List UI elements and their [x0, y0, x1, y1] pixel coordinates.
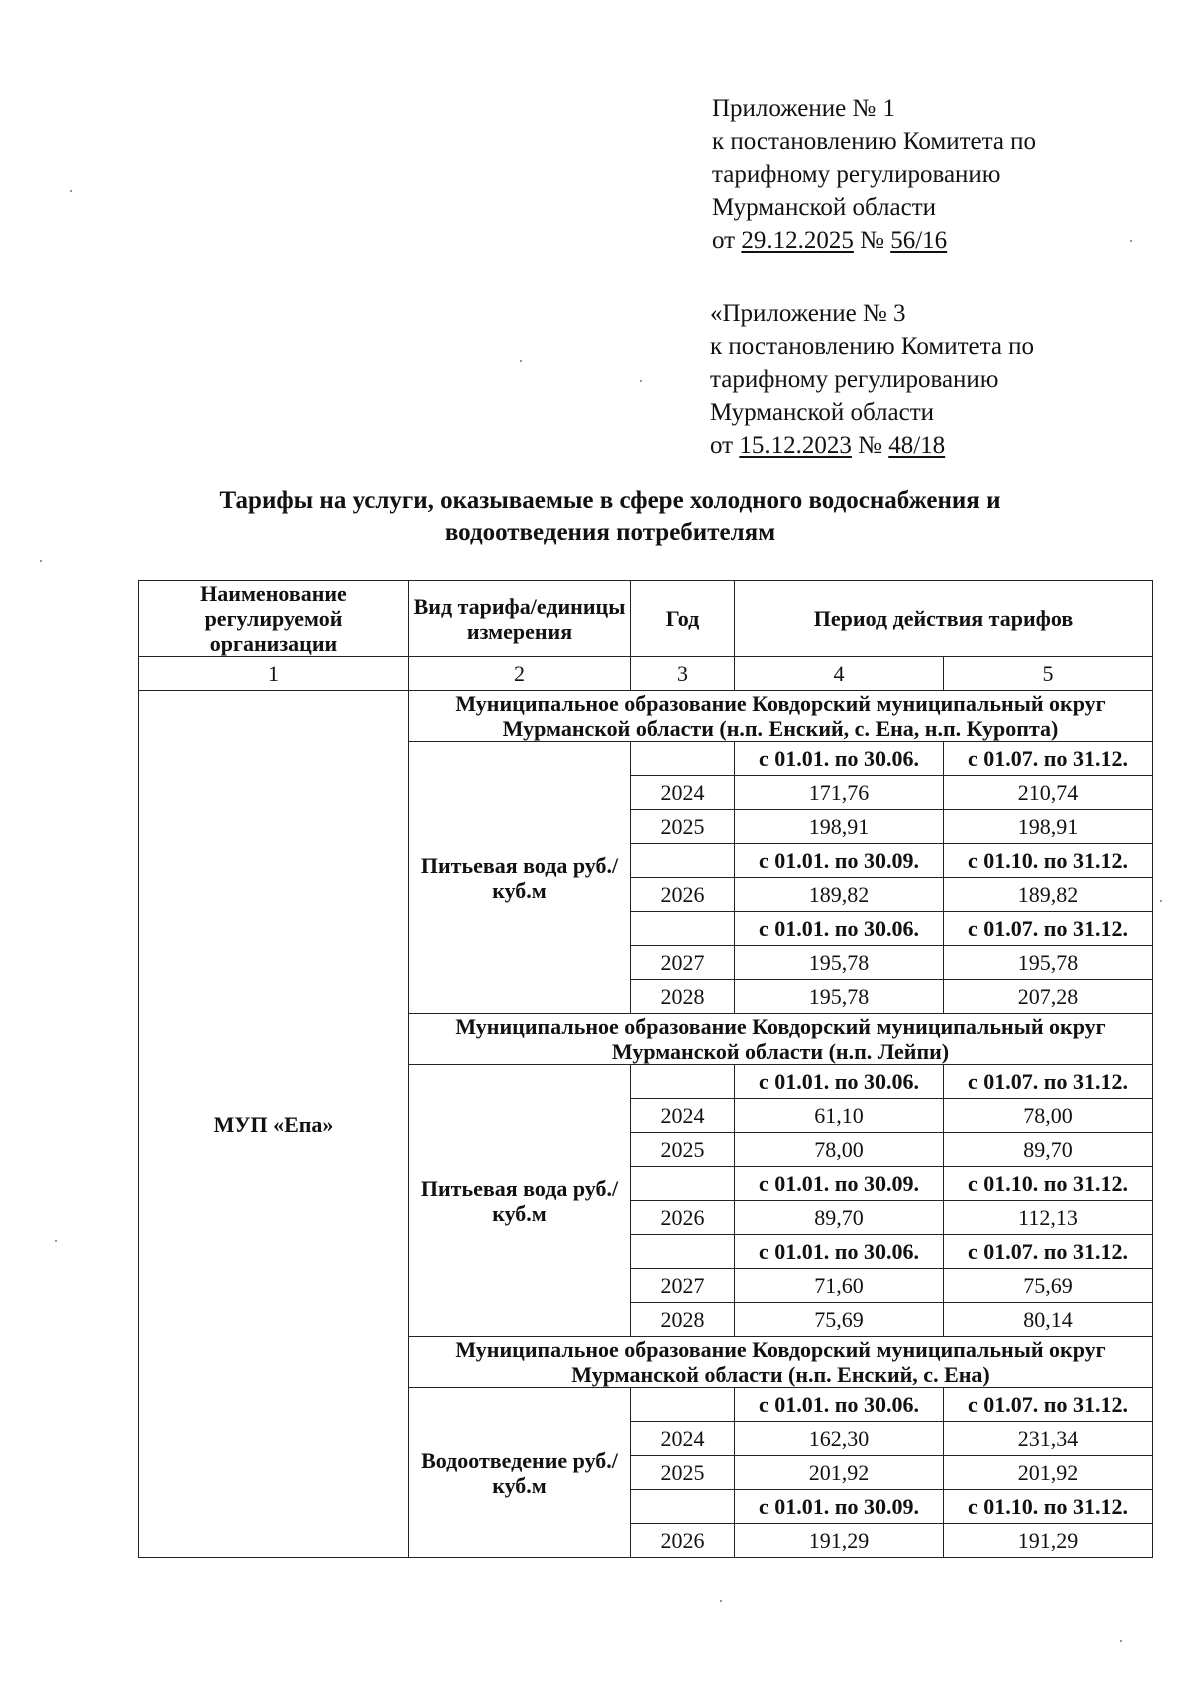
column-number: 2	[409, 657, 631, 691]
column-number: 1	[139, 657, 409, 691]
document-title: Тарифы на услуги, оказываемые в сфере холодного водоснабжения и водоотведения потребителям	[219, 487, 1001, 546]
date-prefix: от	[712, 227, 742, 254]
scan-speck	[1130, 240, 1132, 242]
period-cell: с 01.07. по 31.12.	[944, 742, 1153, 776]
annex-1-number: 56/16	[890, 227, 948, 254]
tariff-table	[138, 580, 1153, 1558]
year-cell: 2024	[631, 776, 735, 810]
annex-3-number: 48/18	[888, 432, 946, 459]
tariff-value: 89,70	[944, 1133, 1153, 1167]
tariff-value: 171,76	[735, 776, 944, 810]
annex-3-date: 15.12.2023	[739, 432, 852, 459]
period-cell: с 01.01. по 30.06.	[735, 1235, 944, 1269]
period-cell: с 01.01. по 30.09.	[735, 1490, 944, 1524]
annex-1-line: Мурманской области	[712, 194, 937, 221]
year-cell: 2025	[631, 1456, 735, 1490]
period-cell: с 01.01. по 30.06.	[735, 1388, 944, 1422]
tariff-value: 189,82	[944, 878, 1153, 912]
year-cell: 2028	[631, 1303, 735, 1337]
year-cell: 2025	[631, 1133, 735, 1167]
tariff-value: 191,29	[944, 1524, 1153, 1558]
period-cell: с 01.01. по 30.06.	[735, 742, 944, 776]
date-prefix: от	[710, 432, 740, 459]
tariff-value: 195,78	[735, 980, 944, 1014]
period-cell: с 01.07. по 31.12.	[944, 1065, 1153, 1099]
period-cell: с 01.07. по 31.12.	[944, 912, 1153, 946]
period-cell: с 01.01. по 30.09.	[735, 1167, 944, 1201]
number-sign: №	[851, 432, 889, 459]
tariff-value: 162,30	[735, 1422, 944, 1456]
period-cell: с 01.10. по 31.12.	[944, 1167, 1153, 1201]
tariff-value: 231,34	[944, 1422, 1153, 1456]
period-cell: с 01.01. по 30.06.	[735, 912, 944, 946]
tariff-value: 112,13	[944, 1201, 1153, 1235]
annex-3-line: тарифному регулированию	[710, 366, 999, 393]
scan-speck	[640, 380, 642, 382]
period-cell: с 01.10. по 31.12.	[944, 1490, 1153, 1524]
number-sign: №	[853, 227, 891, 254]
year-cell: 2026	[631, 1201, 735, 1235]
annex-3-line: Мурманской области	[710, 399, 935, 426]
tariff-value: 198,91	[735, 810, 944, 844]
scan-speck	[720, 1600, 722, 1602]
scan-speck	[520, 360, 522, 362]
tariff-value: 75,69	[944, 1269, 1153, 1303]
tariff-value: 195,78	[735, 946, 944, 980]
period-cell: с 01.10. по 31.12.	[944, 844, 1153, 878]
tariff-value: 201,92	[944, 1456, 1153, 1490]
service-type: Питьевая вода руб./куб.м	[409, 742, 631, 1014]
annex-1-date: 29.12.2025	[741, 227, 854, 254]
scan-speck	[70, 190, 72, 192]
scan-speck	[1160, 900, 1162, 902]
service-type: Питьевая вода руб./куб.м	[409, 1065, 631, 1337]
annex-3-line: к постановлению Комитета по	[710, 333, 1035, 360]
period-cell: с 01.07. по 31.12.	[944, 1388, 1153, 1422]
tariff-value: 198,91	[944, 810, 1153, 844]
period-cell: с 01.01. по 30.09.	[735, 844, 944, 878]
header-row	[139, 581, 1153, 657]
year-cell	[631, 1235, 735, 1269]
year-cell: 2027	[631, 946, 735, 980]
tariff-value: 78,00	[944, 1099, 1153, 1133]
municipality-name: Муниципальное образование Ковдорский муниципальный округ Мурманской области (н.п. Енский, с. Ена, н.п. Куропта)	[409, 691, 1153, 742]
organization-name: МУП «Епа»	[139, 691, 409, 1558]
year-cell: 2024	[631, 1099, 735, 1133]
tariff-value: 189,82	[735, 878, 944, 912]
tariff-value: 61,10	[735, 1099, 944, 1133]
year-cell: 2025	[631, 810, 735, 844]
tariff-value: 191,29	[735, 1524, 944, 1558]
service-type: Водоотведение руб./куб.м	[409, 1388, 631, 1558]
period-cell: с 01.07. по 31.12.	[944, 1235, 1153, 1269]
tariff-value: 195,78	[944, 946, 1153, 980]
tariff-value: 207,28	[944, 980, 1153, 1014]
annex-1-block	[712, 92, 1036, 257]
header-org: Наименование регулируемой организации	[139, 581, 409, 657]
annex-1-line: тарифному регулированию	[712, 161, 1001, 188]
year-cell: 2026	[631, 1524, 735, 1558]
header-year: Год	[631, 581, 735, 657]
annex-1-line: Приложение № 1	[712, 95, 896, 122]
year-cell	[631, 912, 735, 946]
tariff-value: 80,14	[944, 1303, 1153, 1337]
annex-1-date-line	[712, 224, 1036, 257]
tariff-value: 210,74	[944, 776, 1153, 810]
year-cell	[631, 844, 735, 878]
scan-speck	[40, 560, 42, 562]
annex-3-line: «Приложение № 3	[710, 300, 906, 327]
year-cell: 2027	[631, 1269, 735, 1303]
column-number: 4	[735, 657, 944, 691]
tariff-value: 201,92	[735, 1456, 944, 1490]
header-tariff-type: Вид тарифа/единицы измерения	[409, 581, 631, 657]
column-number: 5	[944, 657, 1153, 691]
period-cell: с 01.01. по 30.06.	[735, 1065, 944, 1099]
year-cell	[631, 1167, 735, 1201]
annex-3-block	[710, 297, 1034, 462]
scan-speck	[1120, 1640, 1122, 1642]
column-number-row	[139, 657, 1153, 691]
year-cell: 2026	[631, 878, 735, 912]
municipality-name: Муниципальное образование Ковдорский муниципальный округ Мурманской области (н.п. Енский, с. Ена)	[409, 1337, 1153, 1388]
year-cell: 2024	[631, 1422, 735, 1456]
year-cell	[631, 1490, 735, 1524]
year-cell	[631, 1388, 735, 1422]
year-cell	[631, 1065, 735, 1099]
year-cell: 2028	[631, 980, 735, 1014]
year-cell	[631, 742, 735, 776]
municipality-row	[139, 691, 1153, 742]
annex-1-line: к постановлению Комитета по	[712, 128, 1037, 155]
header-period: Период действия тарифов	[735, 581, 1153, 657]
scan-speck	[55, 1240, 57, 1242]
tariff-value: 89,70	[735, 1201, 944, 1235]
tariff-value: 71,60	[735, 1269, 944, 1303]
municipality-name: Муниципальное образование Ковдорский муниципальный округ Мурманской области (н.п. Лейпи)	[409, 1014, 1153, 1065]
annex-3-date-line	[710, 429, 1034, 462]
column-number: 3	[631, 657, 735, 691]
tariff-value: 78,00	[735, 1133, 944, 1167]
tariff-value: 75,69	[735, 1303, 944, 1337]
